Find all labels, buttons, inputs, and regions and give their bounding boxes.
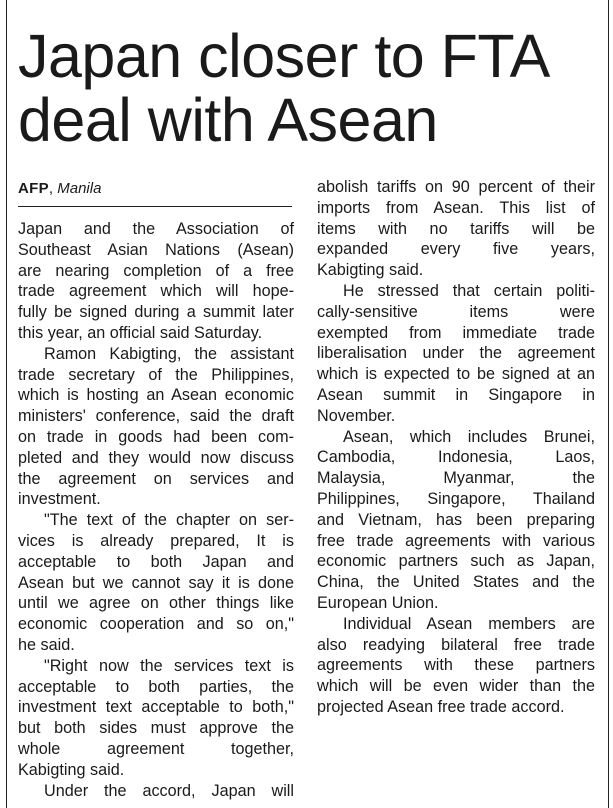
body-text-line: acceptable to both Japan and <box>18 552 294 571</box>
body-text-line: He stressed that certain politi- <box>343 281 595 300</box>
body-text-line: Asean but we cannot say it is done <box>18 573 294 592</box>
body-text-line: "The text of the chapter on ser- <box>44 511 294 530</box>
body-text-line: investment. <box>18 490 101 509</box>
body-text-line: but both sides must approve the <box>18 719 294 738</box>
body-text-line: acceptable to both parties, the <box>18 677 294 696</box>
body-text-line: until we agree on other things like <box>18 594 294 613</box>
body-text-line: Philippines, Singapore, Thailand <box>317 489 595 508</box>
body-text-line: vices is already prepared, It is <box>18 531 294 550</box>
byline-agency: AFP <box>18 180 49 197</box>
headline-line: Japan closer to FTA <box>18 22 550 90</box>
body-text-line: ministers' conference, said the draft <box>18 407 294 426</box>
body-text-line: exempted from immediate trade <box>317 323 595 342</box>
body-text-line: whole agreement together, <box>18 739 294 758</box>
body-text-line: pleted and they would now discuss <box>18 448 294 467</box>
body-text-line: "Right now the services text is <box>44 656 294 675</box>
headline-line: deal with Asean <box>18 86 438 154</box>
body-text-line: he said. <box>18 635 75 654</box>
body-text-line: Asean, which includes Brunei, <box>343 427 595 446</box>
body-text-line: trade secretary of the Philippines, <box>18 365 294 384</box>
body-text-line: Asean summit in Singapore in <box>317 385 595 404</box>
body-text-line: Kabigting said. <box>317 261 424 280</box>
body-text-line: investment text acceptable to both," <box>18 698 294 717</box>
body-text-line: the agreement on services and <box>18 469 294 488</box>
body-text-line: fully be signed during a summit later <box>18 303 294 322</box>
body-text-line: and Vietnam, has been preparing <box>317 510 595 529</box>
byline-place: Manila <box>57 180 102 197</box>
body-text-line: which is hosting an Asean economic <box>18 386 294 405</box>
body-text-line: Japan and the Association of <box>18 220 294 238</box>
body-text-line: expanded every five years, <box>317 240 595 259</box>
article-column-2 <box>317 177 595 718</box>
body-text-line: European Union. <box>317 593 439 612</box>
body-text-line: abolish tariffs on 90 percent of their <box>317 178 595 196</box>
body-text-line: items with no tariffs will be <box>317 219 595 238</box>
body-text-line: are nearing completion of a free <box>18 261 294 280</box>
body-text-line: Under the accord, Japan will <box>44 781 294 800</box>
body-text-line: imports from Asean. This list of <box>317 198 595 217</box>
byline-divider <box>18 206 292 207</box>
body-text-line: cally-sensitive items were <box>317 302 595 321</box>
body-text-line: projected Asean free trade accord. <box>317 697 565 716</box>
body-text-line: free trade agreements with various <box>317 531 595 550</box>
body-text-line: this year, an official said Saturday. <box>18 323 263 342</box>
body-text-line: which is expected to be signed at an <box>317 365 595 384</box>
body-text-line: Kabigting said. <box>18 760 125 779</box>
headline <box>18 24 550 152</box>
byline <box>18 180 101 198</box>
body-text-line: Individual Asean members are <box>343 614 595 633</box>
body-text-line: Southeast Asian Nations (Asean) <box>18 240 294 259</box>
byline-separator: , <box>48 180 54 197</box>
body-text-line: Ramon Kabigting, the assistant <box>44 344 294 363</box>
body-text-line: Malaysia, Myanmar, the <box>317 469 595 488</box>
body-text-line: also readying bilateral free trade <box>317 635 595 654</box>
body-text-line: trade agreement which will hope- <box>18 282 294 301</box>
body-text-line: economic partners such as Japan, <box>317 552 595 571</box>
body-text-line: on trade in goods had been com- <box>18 427 294 446</box>
body-text-line: agreements with these partners <box>317 656 595 675</box>
body-text-line: November. <box>317 406 396 425</box>
body-text-line: liberalisation under the agreement <box>317 344 595 363</box>
body-text-line: economic cooperation and so on," <box>18 615 294 634</box>
body-text-line: China, the United States and the <box>317 573 595 592</box>
article-column-1 <box>18 219 294 801</box>
body-text-line: which will be even wider than the <box>317 677 595 696</box>
body-text-line: Cambodia, Indonesia, Laos, <box>317 448 595 467</box>
